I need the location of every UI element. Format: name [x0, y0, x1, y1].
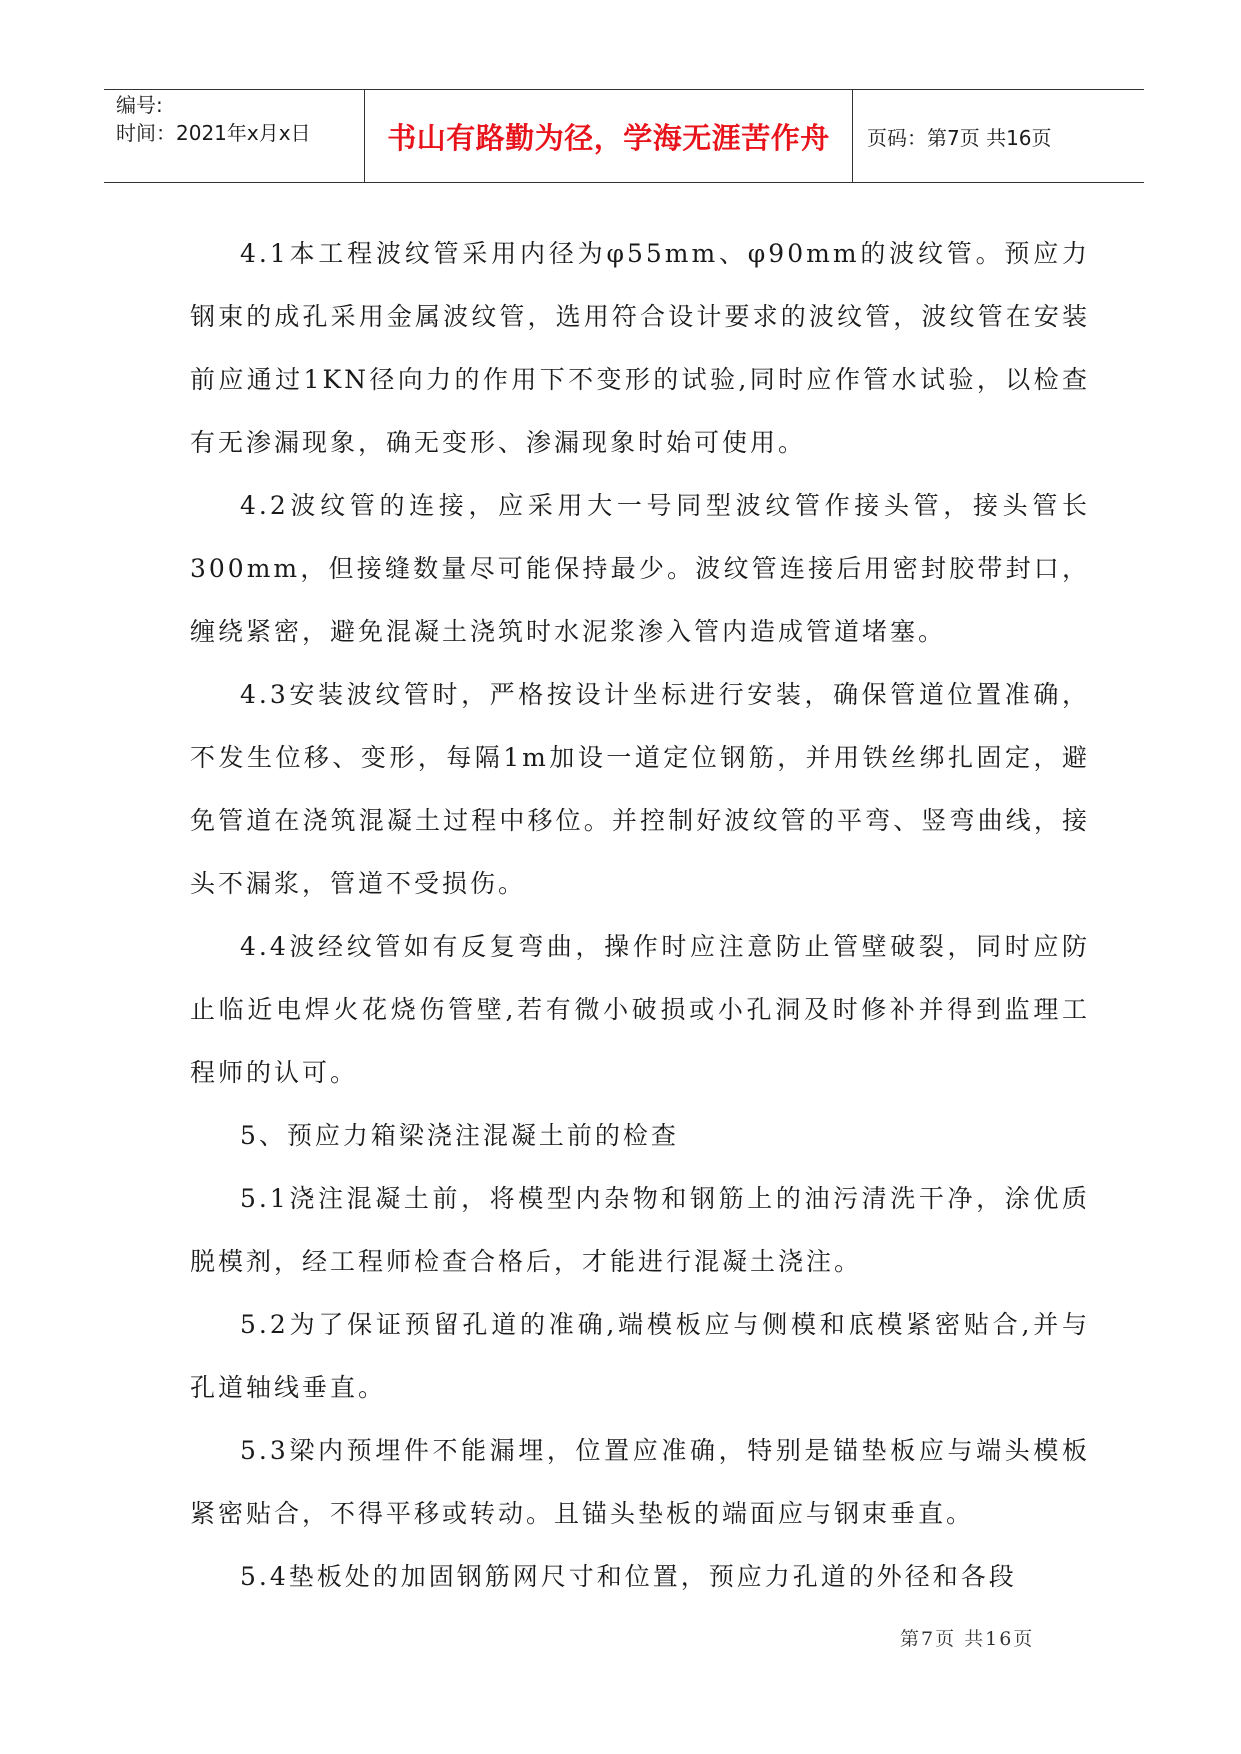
header-meta [104, 90, 365, 182]
header-motto: 书山有路勤为径，学海无涯苦作舟 [365, 90, 853, 182]
section-heading-5: 5、预应力箱梁浇注混凝土前的检查 [240, 1121, 679, 1150]
paragraph-5-1: 5.1浇注混凝土前，将模型内杂物和钢筋上的油污清洗干净，涂优质脱模剂，经工程师检查合格后，才能进行混凝土浇注。 [190, 1184, 1090, 1276]
paragraph-4-3: 4.3安装波纹管时，严格按设计坐标进行安装，确保管道位置准确，不发生位移、变形，每隔1m加设一道定位钢筋，并用铁丝绑扎固定，避免管道在浇筑混凝土过程中移位。并控制好波纹管的平弯、竖弯曲线，接头不漏浆，管道不受损伤。 [190, 680, 1090, 898]
paragraph-4-2: 4.2波纹管的连接，应采用大一号同型波纹管作接头管，接头管长300mm，但接缝数量尽可能保持最少。波纹管连接后用密封胶带封口，缠绕紧密，避免混凝土浇筑时水泥浆渗入管内造成管道堵塞。 [190, 491, 1090, 646]
paragraph-4-4: 4.4波经纹管如有反复弯曲，操作时应注意防止管壁破裂，同时应防止临近电焊火花烧伤管壁,若有微小破损或小孔洞及时修补并得到监理工程师的认可。 [190, 932, 1090, 1087]
paragraph-5-2: 5.2为了保证预留孔道的准确,端模板应与侧模和底模紧密贴合,并与孔道轴线垂直。 [190, 1310, 1090, 1402]
paragraph-5-3: 5.3梁内预埋件不能漏埋，位置应准确，特别是锚垫板应与端头模板紧密贴合，不得平移或转动。且锚头垫板的端面应与钢束垂直。 [190, 1436, 1090, 1528]
document-header [104, 89, 1144, 183]
header-page-label: 页码：第7页 共16页 [867, 125, 1052, 150]
page-footer: 第7页 共16页 [900, 1628, 1035, 1650]
date-label: 时间：2021年x月x日 [116, 121, 311, 145]
paragraph-4-1: 4.1本工程波纹管采用内径为φ55mm、φ90mm的波纹管。预应力钢束的成孔采用金属波纹管，选用符合设计要求的波纹管，波纹管在安装前应通过1KN径向力的作用下不变形的试验,同时应作管水试验，以检查有无渗漏现象，确无变形、渗漏现象时始可使用。 [190, 239, 1090, 457]
paragraph-5-4: 5.4垫板处的加固钢筋网尺寸和位置，预应力孔道的外径和各段 [240, 1562, 1017, 1591]
document-body [190, 222, 1090, 1608]
number-label: 编号: [116, 93, 163, 117]
